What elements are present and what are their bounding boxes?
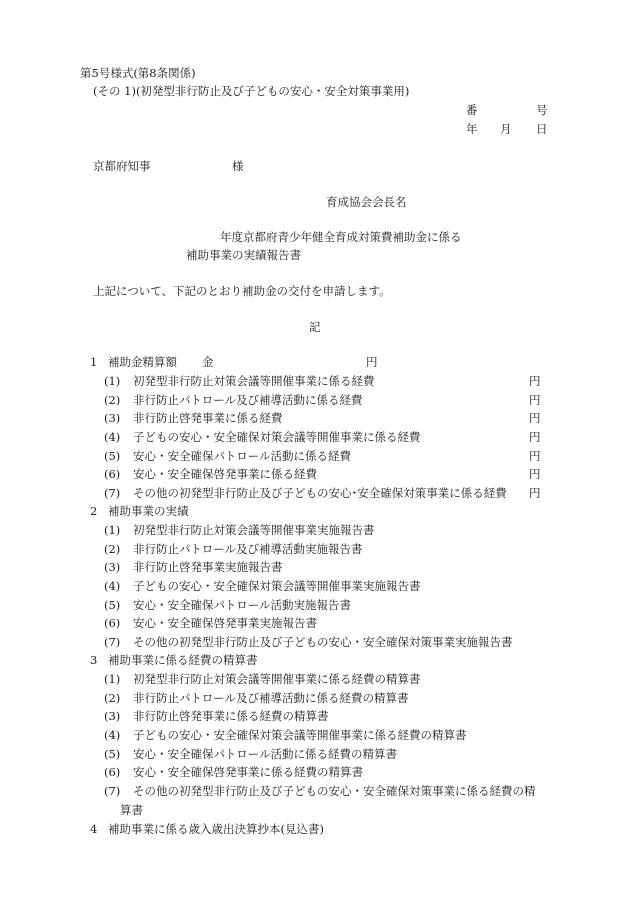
- s3-item-text: 子どもの安心・安全確保対策会議等開催事業に係る経費の精算書: [133, 728, 467, 742]
- s3-item-text: 初発型非行防止対策会議等開催事業に係る経費の精算書: [133, 672, 421, 686]
- day-label: 日: [536, 122, 548, 136]
- s2-item-number: (7): [104, 635, 121, 649]
- month-label: 月: [500, 122, 512, 136]
- s1-item-yen: 円: [529, 411, 541, 425]
- s2-item-number: (1): [104, 523, 121, 537]
- s1-item-number: (4): [104, 430, 121, 444]
- s1-item-text: その他の初発型非行防止及び子どもの安心･安全確保対策事業に係る経費: [133, 486, 507, 500]
- s1-item-yen: 円: [529, 449, 541, 463]
- sender-name: 育成協会会長名: [326, 195, 407, 209]
- s3-item-number: (2): [104, 691, 121, 705]
- ban-label: 番: [466, 103, 478, 117]
- s1-item-text: 安心・安全確保啓発事業に係る経費: [133, 467, 317, 481]
- addressee-name: 京都府知事: [93, 159, 151, 173]
- s3-item-number: (5): [104, 747, 121, 761]
- s3-item-text-continuation: 算書: [120, 803, 143, 817]
- s1-item-text: 初発型非行防止対策会議等開催事業に係る経費: [133, 374, 375, 388]
- section-2-label: 補助事業の実績: [108, 504, 189, 518]
- s3-item-number: (6): [104, 765, 121, 779]
- s3-item-number: (7): [104, 784, 121, 798]
- s2-item-number: (4): [104, 579, 121, 593]
- s3-item-text: 安心・安全確保パトロール活動に係る経費の精算書: [133, 747, 398, 761]
- section-3-number: 3: [90, 653, 98, 667]
- s3-item-number: (3): [104, 709, 121, 723]
- s1-item-number: (7): [104, 486, 121, 500]
- addressee-sama: 様: [232, 159, 244, 173]
- s2-item-number: (5): [104, 598, 121, 612]
- s2-item-text: 初発型非行防止対策会議等開催事業実施報告書: [133, 523, 375, 537]
- s1-item-text: 安心・安全確保パトロール活動に係る経費: [133, 449, 352, 463]
- s1-item-yen: 円: [529, 374, 541, 388]
- ki-heading: 記: [309, 320, 321, 334]
- s1-item-yen: 円: [529, 467, 541, 481]
- s2-item-text: 非行防止パトロール及び補導活動実施報告書: [133, 542, 363, 556]
- report-title-line2: 補助事業の実績報告書: [186, 248, 301, 262]
- s2-item-number: (2): [104, 542, 121, 556]
- intro-text: 上記について、下記のとおり補助金の交付を申請します。: [93, 284, 391, 298]
- report-title-line1: 年度京都府青少年健全育成対策費補助金に係る: [220, 230, 462, 244]
- form-number: 第5号様式(第8条関係): [80, 66, 196, 80]
- s1-item-number: (1): [104, 374, 121, 388]
- section-1-yen: 円: [366, 355, 378, 369]
- s1-item-text: 子どもの安心・安全確保対策会議等開催事業に係る経費: [133, 430, 421, 444]
- section-1-kin: 金: [202, 355, 214, 369]
- s2-item-text: 安心・安全確保啓発事業実施報告書: [133, 616, 317, 630]
- section-1-number: 1: [90, 355, 98, 369]
- s2-item-text: その他の初発型非行防止及び子どもの安心・安全確保対策事業実施報告書: [133, 635, 513, 649]
- s1-item-yen: 円: [529, 430, 541, 444]
- s1-item-yen: 円: [529, 486, 541, 500]
- s3-item-text: 非行防止啓発事業に係る経費の精算書: [133, 709, 329, 723]
- s3-item-text: 非行防止パトロール及び補導活動に係る経費の精算書: [133, 691, 409, 705]
- s1-item-text: 非行防止パトロール及び補導活動に係る経費: [133, 393, 363, 407]
- year-label: 年: [466, 122, 478, 136]
- s3-item-number: (1): [104, 672, 121, 686]
- go-label: 号: [536, 103, 548, 117]
- s1-item-number: (2): [104, 393, 121, 407]
- s1-item-text: 非行防止啓発事業に係る経費: [133, 411, 283, 425]
- s1-item-number: (6): [104, 467, 121, 481]
- s1-item-yen: 円: [529, 393, 541, 407]
- s2-item-text: 非行防止啓発事業実施報告書: [133, 560, 283, 574]
- section-4-label: 補助事業に係る歳入歳出決算抄本(見込書): [108, 822, 324, 836]
- s2-item-text: 子どもの安心・安全確保対策会議等開催事業実施報告書: [133, 579, 421, 593]
- s2-item-text: 安心・安全確保パトロール活動実施報告書: [133, 598, 352, 612]
- section-4-number: 4: [90, 822, 98, 836]
- form-subtitle: (その 1)(初発型非行防止及び子どもの安心・安全対策事業用): [93, 84, 410, 98]
- s2-item-number: (3): [104, 560, 121, 574]
- section-2-number: 2: [90, 504, 98, 518]
- s1-item-number: (5): [104, 449, 121, 463]
- s1-item-number: (3): [104, 411, 121, 425]
- s2-item-number: (6): [104, 616, 121, 630]
- s3-item-number: (4): [104, 728, 121, 742]
- s3-item-text: 安心・安全確保啓発事業に係る経費の精算書: [133, 765, 363, 779]
- s3-item-text: その他の初発型非行防止及び子どもの安心・安全確保対策事業に係る経費の精: [133, 784, 536, 798]
- section-3-label: 補助事業に係る経費の精算書: [108, 653, 258, 667]
- section-1-label: 補助金精算額: [108, 355, 177, 369]
